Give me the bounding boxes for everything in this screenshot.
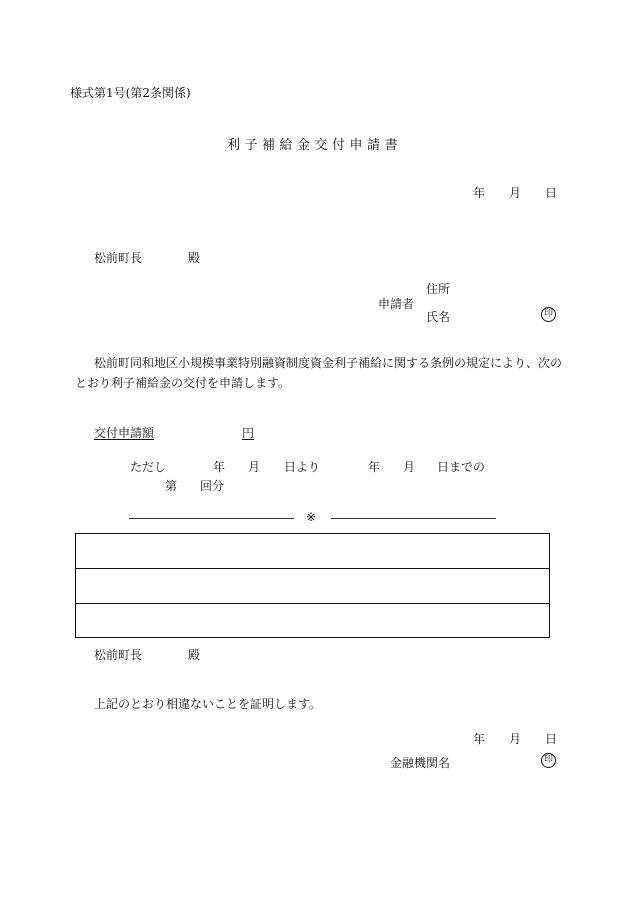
cert-addressee-honorific: 殿 bbox=[188, 648, 201, 662]
separator-mark: ※ bbox=[306, 510, 317, 524]
date-year: 年 bbox=[473, 186, 486, 200]
body-line-2: とおり利子補給金の交付を申請します。 bbox=[75, 376, 291, 390]
cert-date-month: 月 bbox=[509, 732, 522, 746]
applicant-label: 申請者 bbox=[378, 297, 415, 311]
institution-seal-icon: 印 bbox=[541, 753, 556, 768]
amount-unit: 円 bbox=[242, 426, 255, 440]
institution-label: 金融機関名 bbox=[390, 756, 451, 770]
form-number: 様式第1号(第2条関係) bbox=[70, 86, 191, 100]
applicant-name-label: 氏名 bbox=[426, 310, 451, 324]
cert-date-day: 日 bbox=[545, 732, 558, 746]
period-installment: 回分 bbox=[200, 479, 225, 493]
certification-box-row bbox=[76, 534, 549, 569]
date-day: 日 bbox=[545, 186, 558, 200]
period-prefix: ただし bbox=[130, 460, 167, 474]
document-title: 利子補給金交付申請書 bbox=[227, 138, 403, 153]
period-month-1: 月 bbox=[248, 460, 261, 474]
certification-box-row bbox=[76, 569, 549, 604]
period-year-1: 年 bbox=[213, 460, 226, 474]
body-line-1: 松前町同和地区小規模事業特別融資制度資金利子補給に関する条例の規定により、次の bbox=[94, 356, 563, 370]
application-amount bbox=[94, 424, 254, 441]
period-month-2: 月 bbox=[403, 460, 416, 474]
separator-line-left bbox=[129, 518, 294, 519]
applicant-seal-icon: 印 bbox=[541, 307, 556, 322]
separator-line-right bbox=[331, 518, 496, 519]
date-month: 月 bbox=[509, 186, 522, 200]
addressee-name: 松前町長 bbox=[94, 251, 143, 265]
cert-addressee-name: 松前町長 bbox=[94, 648, 143, 662]
amount-label: 交付申請額 bbox=[94, 426, 155, 440]
period-nth: 第 bbox=[165, 479, 178, 493]
cert-date-year: 年 bbox=[473, 732, 486, 746]
period-year-2: 年 bbox=[368, 460, 381, 474]
applicant-address-label: 住所 bbox=[426, 282, 451, 296]
addressee-honorific: 殿 bbox=[188, 251, 201, 265]
period-day-1: 日より bbox=[284, 460, 321, 474]
certification-statement: 上記のとおり相違ないことを証明します。 bbox=[94, 697, 322, 711]
period-day-2: 日までの bbox=[437, 460, 486, 474]
certification-box-row bbox=[76, 604, 549, 638]
certification-box bbox=[75, 533, 550, 638]
